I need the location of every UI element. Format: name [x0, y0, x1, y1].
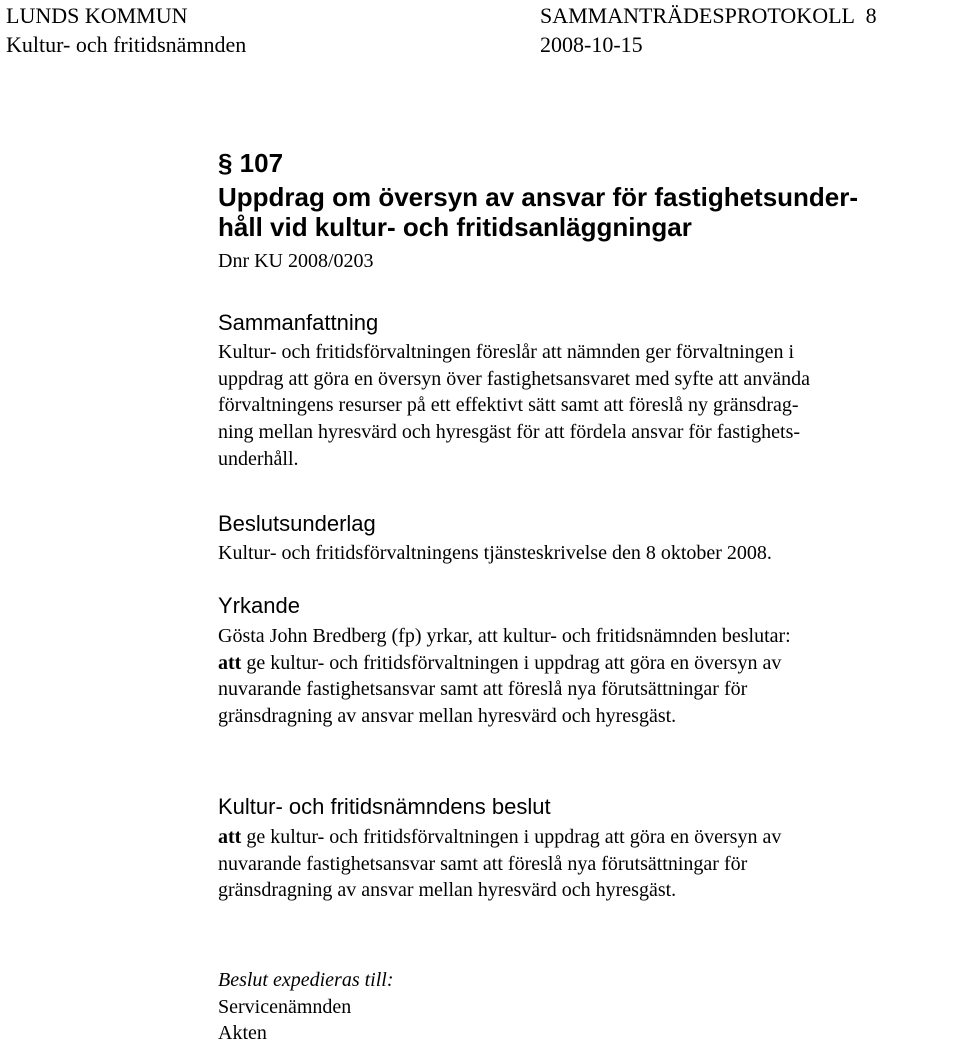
decision-line-3: gränsdragning av ansvar mellan hyresvärd och hyresgäst.: [218, 879, 677, 902]
summary-heading: Sammanfattning: [218, 310, 379, 335]
att-keyword: att: [218, 826, 242, 848]
decision-heading: Kultur- och fritidsnämndens beslut: [218, 794, 551, 819]
header-row-1: [6, 3, 877, 29]
motion-intro: Gösta John Bredberg (fp) yrkar, att kultur- och fritidsnämnden beslutar:: [218, 625, 791, 647]
decision-line-1-text: ge kultur- och fritidsförvaltningen i uppdrag att göra en översyn av: [241, 826, 782, 848]
motion-line-1-text: ge kultur- och fritidsförvaltningen i uppdrag att göra en översyn av: [241, 651, 782, 674]
summary-line: ning mellan hyresvärd och hyresgäst för att fördela ansvar för fastighets-: [218, 421, 801, 444]
paragraph-number: § 107: [218, 148, 284, 178]
decision-line-1: [218, 824, 956, 851]
section-title: [218, 182, 956, 242]
section-title-line: Uppdrag om översyn av ansvar för fastighetsunder-: [218, 182, 859, 212]
motion-text: [218, 623, 956, 730]
summary-text: [218, 339, 956, 473]
motion-heading: Yrkande: [218, 593, 300, 618]
dnr-reference: Dnr KU 2008/0203: [218, 250, 374, 272]
basis-heading: Beslutsunderlag: [218, 511, 376, 536]
summary-line: underhåll.: [218, 447, 299, 470]
dispatch-recipient: Servicenämnden: [218, 995, 352, 1018]
summary-line: förvaltningens resurser på ett effektivt sätt samt att föreslå ny gränsdrag-: [218, 394, 799, 417]
att-keyword: att: [218, 651, 242, 674]
committee-name: Kultur- och fritidsnämnden: [6, 32, 247, 57]
summary-line: uppdrag att göra en översyn över fastighetsansvaret med syfte att använda: [218, 367, 811, 390]
dispatch-recipient: Akten: [218, 1022, 267, 1045]
summary-line: Kultur- och fritidsförvaltningen föreslår att nämnden ger förvaltningen i: [218, 341, 795, 363]
basis-text: [218, 540, 956, 567]
section-title-line: håll vid kultur- och fritidsanläggningar: [218, 212, 692, 242]
dispatch-label: Beslut expedieras till:: [218, 969, 394, 991]
motion-line-1: [218, 650, 956, 677]
page-number: 8: [865, 3, 877, 28]
dispatch-block: [218, 967, 956, 1047]
motion-line-3: gränsdragning av ansvar mellan hyresvärd och hyresgäst.: [218, 705, 677, 728]
org-name: LUNDS KOMMUN: [6, 3, 188, 28]
decision-line-2: nuvarande fastighetsansvar samt att föreslå nya förutsättningar för: [218, 852, 748, 875]
decision-text: [218, 824, 956, 904]
header-row-2: [6, 32, 643, 58]
meeting-date: 2008-10-15: [540, 32, 643, 57]
basis-line: Kultur- och fritidsförvaltningens tjänsteskrivelse den 8 oktober 2008.: [218, 542, 772, 564]
motion-line-2: nuvarande fastighetsansvar samt att föreslå nya förutsättningar för: [218, 678, 748, 701]
doc-type: SAMMANTRÄDESPROTOKOLL: [540, 3, 855, 28]
document-body: [218, 0, 956, 1048]
